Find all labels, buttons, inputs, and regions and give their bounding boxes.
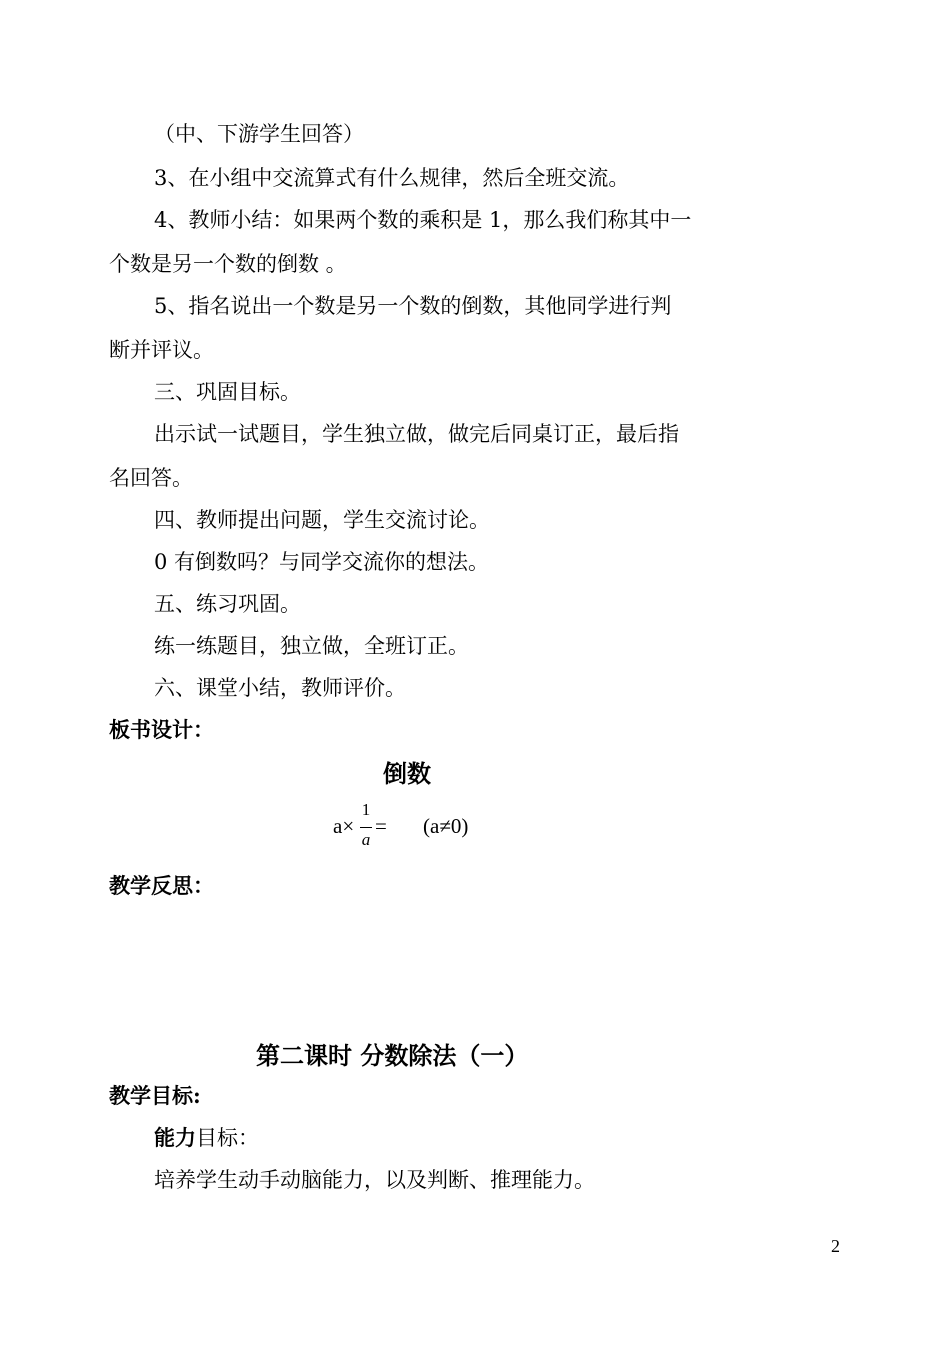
formula-condition: (a≠0) — [423, 814, 469, 838]
ability-goal-bold: 能力 — [154, 1125, 196, 1150]
lesson2-title: 第二课时 分数除法（一） — [256, 1041, 529, 1070]
section-consolidate-goal: 三、巩固目标。 — [154, 380, 301, 404]
teaching-reflection-label: 教学反思： — [109, 873, 214, 898]
paragraph-student-answer: （中、下游学生回答） — [154, 122, 364, 146]
ability-goal-label — [154, 1124, 259, 1152]
paragraph-zero-reciprocal: 0 有倒数吗？与同学交流你的想法。 — [154, 550, 490, 574]
formula-equals: = — [375, 814, 387, 838]
fraction-bar — [360, 827, 372, 828]
paragraph-try-line2: 名回答。 — [109, 466, 193, 490]
teaching-goals-label: 教学目标: — [109, 1083, 201, 1108]
ability-goal-rest: 目标： — [196, 1126, 259, 1150]
fraction-denominator: a — [361, 830, 371, 849]
paragraph-step-5-line2: 断并评议。 — [109, 338, 214, 362]
board-design-label: 板书设计： — [109, 717, 214, 742]
section-teacher-question: 四、教师提出问题，学生交流讨论。 — [154, 508, 490, 532]
section-summary: 六、课堂小结，教师评价。 — [154, 676, 406, 700]
paragraph-step-5-line1: 5、指名说出一个数是另一个数的倒数，其他同学进行判 — [154, 294, 672, 318]
board-title: 倒数 — [383, 759, 431, 788]
paragraph-practice-detail: 练一练题目，独立做，全班订正。 — [154, 634, 469, 658]
section-practice: 五、练习巩固。 — [154, 592, 301, 616]
page-number: 2 — [831, 1236, 840, 1256]
ability-goal-text: 培养学生动手动脑能力，以及判断、推理能力。 — [154, 1168, 595, 1192]
paragraph-step-4-line2: 个数是另一个数的倒数 。 — [109, 252, 347, 276]
fraction-numerator: 1 — [361, 800, 371, 819]
paragraph-try-line1: 出示试一试题目，学生独立做，做完后同桌订正，最后指 — [154, 422, 679, 446]
formula-lhs: a× — [333, 814, 355, 838]
paragraph-step-4-line1: 4、教师小结：如果两个数的乘积是 1，那么我们称其中一 — [154, 208, 692, 232]
paragraph-step-3: 3、在小组中交流算式有什么规律，然后全班交流。 — [154, 166, 630, 190]
